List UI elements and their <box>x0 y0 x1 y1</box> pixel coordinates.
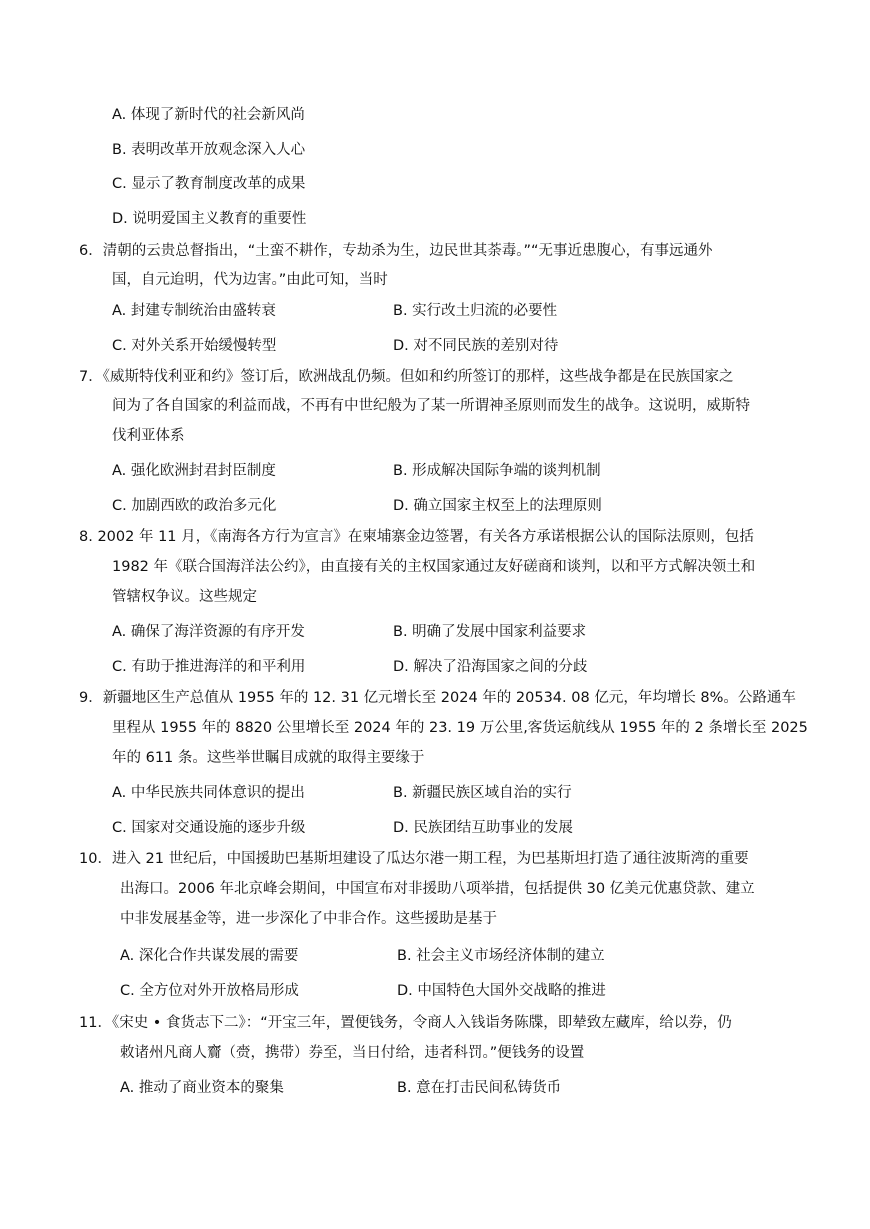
q10-option-a: A. 深化合作共谋发展的需要 <box>120 948 299 964</box>
q11-option-b: B. 意在打击民间私铸货币 <box>397 1080 562 1096</box>
q11-stem-line: 11．《宋史 • 食货志下二》：“开宝三年，置便钱务，令商人入钱诣务陈牒，即辇致左藏库，给以券，仍 <box>79 1015 732 1031</box>
q6-option-c: C. 对外关系开始缓慢转型 <box>112 338 277 354</box>
q8-stem-line: 8. 2002 年 11 月，《南海各方行为宣言》在柬埔寨金边签署，有关各方承诺根据公认的国际法原则，包括 <box>79 529 754 545</box>
q8-stem-line: 管辖权争议。这些规定 <box>112 589 257 605</box>
q10-option-b: B. 社会主义市场经济体制的建立 <box>397 948 605 964</box>
q7-stem-line: 间为了各自国家的利益而战，不再有中世纪般为了某一所谓神圣原则而发生的战争。这说明，威斯特 <box>112 398 750 414</box>
q9-stem-line: 年的 611 条。这些举世瞩目成就的取得主要缘于 <box>112 750 425 766</box>
q10-option-c: C. 全方位对外开放格局形成 <box>120 983 299 999</box>
q5-option-c: C. 显示了教育制度改革的成果 <box>112 176 306 192</box>
q7-option-b: B. 形成解决国际争端的谈判机制 <box>393 463 601 479</box>
q8-option-b: B. 明确了发展中国家利益要求 <box>393 624 587 640</box>
q9-option-d: D. 民族团结互助事业的发展 <box>393 820 573 836</box>
q8-option-d: D. 解决了沿海国家之间的分歧 <box>393 659 588 675</box>
q9-option-a: A. 中华民族共同体意识的提出 <box>112 785 305 801</box>
q6-option-d: D. 对不同民族的差别对待 <box>393 338 559 354</box>
q10-stem-line: 中非发展基金等，进一步深化了中非合作。这些援助是基于 <box>120 911 497 927</box>
q11-stem-line: 敕诸州凡商人齎（赍，携带）券至，当日付给，违者科罚。”便钱务的设置 <box>120 1045 585 1061</box>
q10-option-d: D. 中国特色大国外交战略的推进 <box>397 983 606 999</box>
q10-stem-line: 出海口。2006 年北京峰会期间，中国宣布对非援助八项举措，包括提供 30 亿美元优惠贷款、建立 <box>120 881 755 897</box>
q7-stem-line: 7．《威斯特伐利亚和约》签订后，欧洲战乱仍频。但如和约所签订的那样，这些战争都是在民族国家之 <box>79 369 734 385</box>
q9-option-b: B. 新疆民族区域自治的实行 <box>393 785 572 801</box>
q8-option-a: A. 确保了海洋资源的有序开发 <box>112 624 305 640</box>
q7-option-c: C. 加剧西欧的政治多元化 <box>112 498 277 514</box>
q8-option-c: C. 有助于推进海洋的和平利用 <box>112 659 306 675</box>
q6-option-b: B. 实行改土归流的必要性 <box>393 303 558 319</box>
q5-option-b: B. 表明改革开放观念深入人心 <box>112 142 306 158</box>
q6-stem-line: 6．清朝的云贵总督指出，“土蛮不耕作，专劫杀为生，边民世其荼毒。”“无事近患腹心，有事远通外 <box>79 243 713 259</box>
q6-stem-line: 国，自元迨明，代为边害。”由此可知，当时 <box>112 272 388 288</box>
q9-option-c: C. 国家对交通设施的逐步升级 <box>112 820 306 836</box>
q7-option-d: D. 确立国家主权至上的法理原则 <box>393 498 602 514</box>
q9-stem-line: 9．新疆地区生产总值从 1955 年的 12. 31 亿元增长至 2024 年的 20534. 08 亿元，年均增长 8%。公路通车 <box>79 690 796 706</box>
q6-option-a: A. 封建专制统治由盛转衰 <box>112 303 276 319</box>
q5-option-d: D. 说明爱国主义教育的重要性 <box>112 211 307 227</box>
q7-stem-line: 伐利亚体系 <box>112 428 185 444</box>
q8-stem-line: 1982 年《联合国海洋法公约》，由直接有关的主权国家通过友好磋商和谈判，以和平方式解决领土和 <box>112 559 756 575</box>
q5-option-a: A. 体现了新时代的社会新风尚 <box>112 107 305 123</box>
q9-stem-line: 里程从 1955 年的 8820 公里增长至 2024 年的 23. 19 万公里,客货运航线从 1955 年的 2 条增长至 2025 <box>112 720 808 736</box>
q7-option-a: A. 强化欧洲封君封臣制度 <box>112 463 276 479</box>
q11-option-a: A. 推动了商业资本的聚集 <box>120 1080 284 1096</box>
q10-stem-line: 10．进入 21 世纪后，中国援助巴基斯坦建设了瓜达尔港一期工程，为巴基斯坦打造了通往波斯湾的重要 <box>79 851 749 867</box>
